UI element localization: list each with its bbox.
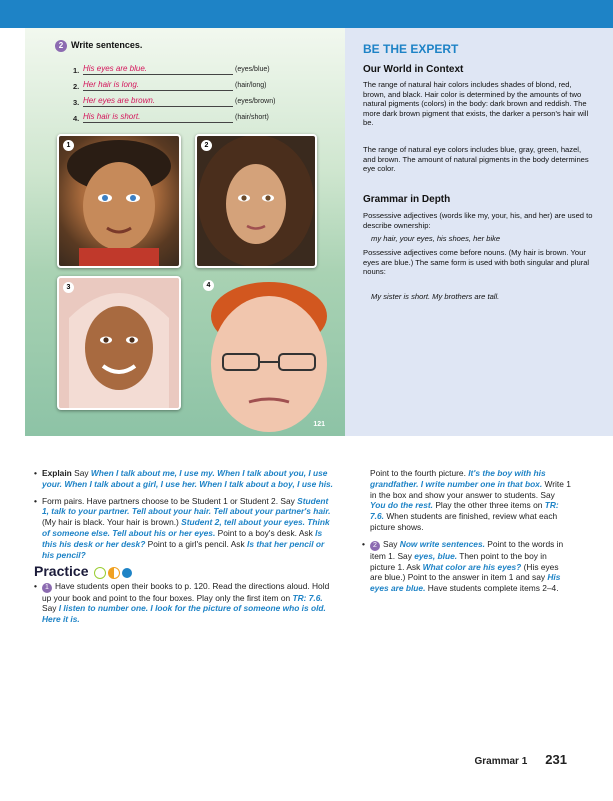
answer-line: His eyes are blue. <box>83 64 233 75</box>
exercise-item: 4. His hair is short. (hair/short) <box>73 112 269 123</box>
portrait-illustration <box>59 136 179 266</box>
top-banner <box>0 0 613 28</box>
section-title: Grammar in Depth <box>363 194 451 205</box>
answer-line: His hair is short. <box>83 112 233 123</box>
activity-number: 2 <box>55 40 67 52</box>
photo-boy-blue-eyes: 1 <box>57 134 181 268</box>
continued-paragraph: Point to the fourth picture. It's the boy with his grandfather. I write number one in that box. Write 1 in the box and show your answer to students. Say You do the rest. Play the other three items on TR: 7.6. When students are finished, review what each picture shows. <box>370 468 571 532</box>
paragraph: Possessive adjectives come before nouns. (My hair is brown. Your eyes are blue.) The same form is used with both singular and plural nouns: <box>363 248 590 277</box>
page-footer <box>474 752 567 767</box>
level-full-circle-icon <box>122 568 132 578</box>
photo-girl-long-hair: 2 <box>195 134 317 268</box>
teacher-notes-right <box>362 468 572 600</box>
expert-heading: BE THE EXPERT <box>363 42 459 56</box>
activity-title: 2 Write sentences. <box>55 40 142 52</box>
paragraph: The range of natural hair colors includes shades of blond, red, brown, and black. Hair color is determined by the amounts of two natural pigments (colors) in the body: dark brown and reddish. The more dark brown pigment that exists, the darker a person's hair will be. <box>363 80 589 128</box>
photo-boy-short-hair: 4 <box>195 276 343 436</box>
section-title: Our World in Context <box>363 64 464 75</box>
example: my hair, your eyes, his shoes, her bike <box>371 234 501 243</box>
exercise-item: 3. Her eyes are brown. (eyes/brown) <box>73 96 276 107</box>
practice-bullet: • 1 Have students open their books to p. 120. Read the directions aloud. Hold up your book and point to the four boxes. Play only the first item on TR: 7.6. Say I listen to number one. I look for the picture of someone who is old. Here it is. <box>34 581 334 625</box>
paragraph: The range of natural eye colors includes blue, gray, green, hazel, and brown. The amount of natural pigments in the body determines eye color. <box>363 145 589 174</box>
explain-bullet: • Explain Say When I talk about me, I use my. When I talk about you, I use your. When I talk about a girl, I use her. When I talk about a boy, I use his. <box>34 468 334 490</box>
footer-page-number: 231 <box>545 752 567 767</box>
answer-line: Her eyes are brown. <box>83 96 233 107</box>
portrait-illustration <box>195 276 343 436</box>
photo-girl-brown-eyes: 3 <box>57 276 181 410</box>
portrait-illustration <box>197 136 315 266</box>
paragraph: Possessive adjectives (words like my, your, his, and her) are used to describe ownership: <box>363 211 593 230</box>
practice-heading: Practice <box>34 566 334 578</box>
level-circle-icon <box>94 567 106 579</box>
portrait-illustration <box>59 278 179 408</box>
exercise-item: 2. Her hair is long. (hair/long) <box>73 80 267 91</box>
student-page-number: 121 <box>313 421 325 428</box>
exercise-item: 1. His eyes are blue. (eyes/blue) <box>73 64 270 75</box>
be-the-expert-panel <box>345 28 613 436</box>
form-pairs-bullet: • Form pairs. Have partners choose to be Student 1 or Student 2. Say Student 1, talk to your partner. Tell about your hair. Tell about your partner's hair. (My hair is black. Your hair is brown.) Student 2, tell about your eyes. Think of someone else. Tell about his or her eyes. Point to a boy's desk. Ask Is this his desk or her desk? Point to a girl's pencil. Ask Is that her pencil or his pencil? <box>34 496 334 561</box>
answer-line: Her hair is long. <box>83 80 233 91</box>
activity2-bullet: • 2 Say Now write sentences. Point to the words in item 1. Say eyes, blue. Then point to the boy in picture 1. Ask What color are his eyes? (His eyes are blue.) Point to the answer in item 1 and say His eyes are blue. Have students complete items 2–4. <box>362 539 572 594</box>
footer-section: Grammar 1 <box>474 756 528 767</box>
teacher-notes-left <box>34 468 334 631</box>
level-half-circle-icon <box>108 567 120 579</box>
student-page <box>25 28 345 436</box>
example: My sister is short. My brothers are tall. <box>371 292 500 301</box>
